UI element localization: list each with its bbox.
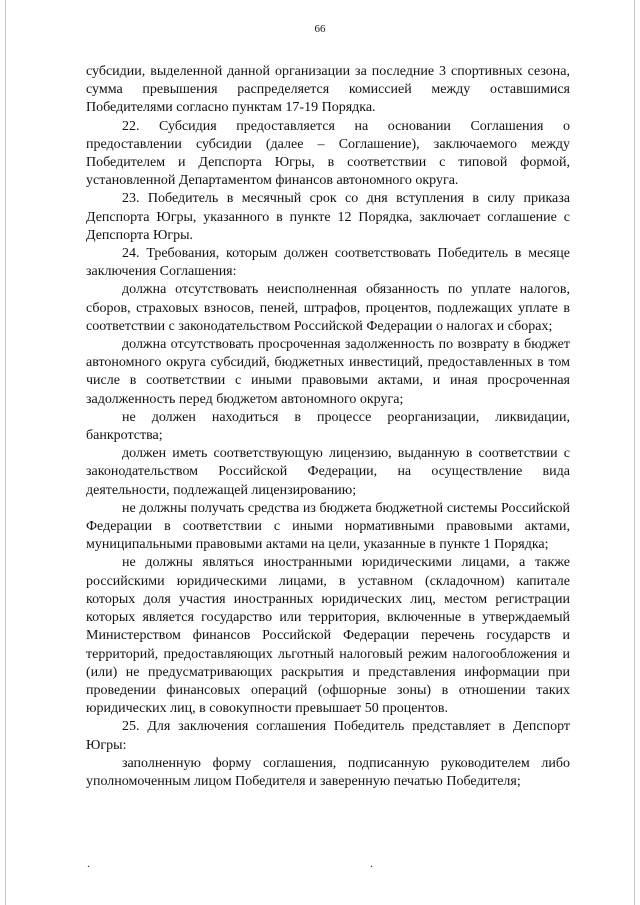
paragraph-item-23: 23. Победитель в месячный срок со дня вступления в силу приказа Депспорта Югры, указанного в пункте 12 Порядка, заключает соглашение с Депспорта Югры. [86, 191, 570, 243]
paragraph-item-22: 22. Субсидия предоставляется на основании Соглашения о предоставлении субсидии (далее – Соглашение), заключаемого между Победителем и Депспорта Югры, в соответствии с типовой формой, установленной Департаментом финансов автономного округа. [86, 118, 570, 189]
requirement-license: должен иметь соответствующую лицензию, выданную в соответствии с законодательством Российской Федерации, на осуществление вида деятельности, подлежащей лицензированию; [86, 446, 570, 498]
requirement-reorganization: не должен находиться в процессе реорганизации, ликвидации, банкротства; [86, 409, 570, 444]
footer-mark-right: . [370, 856, 373, 870]
requirement-budget-debt: должна отсутствовать просроченная задолженность по возврату в бюджет автономного округа субсидий, бюджетных инвестиций, предоставленных в том числе в соответствии с иными правовыми актами, и иная просроченная задолженность перед бюджетом автономного округа; [86, 337, 570, 407]
scan-edge-left [5, 0, 6, 905]
requirement-not-foreign: не должны являться иностранными юридическими лицами, а также российскими юридическими лицами, в уставном (складочном) капитале которых доля участия иностранных юридических лиц, местом регистрации которых является государство или территория, включенные в утверждаемый Министерством финансов Российской Федерации перечень государств и территорий, предоставляющих льготный налоговый режим налогообложения и (или) не предусматривающих раскрытия и представления информации при проведении финансовых операций (офшорные зоны) в отношении таких юридических лиц, в совокупности превышает 50 процентов. [86, 555, 570, 717]
paragraph-item-25: 25. Для заключения соглашения Победитель представляет в Депспорт Югры: [86, 719, 570, 753]
footer-mark-left: . [87, 856, 90, 870]
page-number: 66 [314, 23, 326, 35]
document-form-requirement: заполненную форму соглашения, подписанную руководителем либо уполномоченным лицом Победителя и заверенную печатью Победителя; [86, 755, 570, 789]
scan-edge-right [634, 0, 635, 905]
requirement-taxes: должна отсутствовать неисполненная обязанность по уплате налогов, сборов, страховых взносов, пеней, штрафов, процентов, подлежащих уплате в соответствии с законодательством Российской Федерации о налогах и сборах; [86, 282, 570, 334]
paragraph-item-24: 24. Требования, которым должен соответствовать Победитель в месяце заключения Соглашения: [86, 246, 570, 280]
document-body [86, 63, 570, 791]
paragraph-continuation: субсидии, выделенной данной организации за последние 3 спортивных сезона, сумма превышения распределяется комиссией между оставшимися Победителями согласно пунктам 17-19 Порядка. [86, 64, 570, 116]
requirement-no-other-funds: не должны получать средства из бюджета бюджетной системы Российской Федерации в соответствии с иными нормативными правовыми актами, муниципальными правовыми актами на цели, указанные в пункте 1 Порядка; [86, 500, 570, 553]
